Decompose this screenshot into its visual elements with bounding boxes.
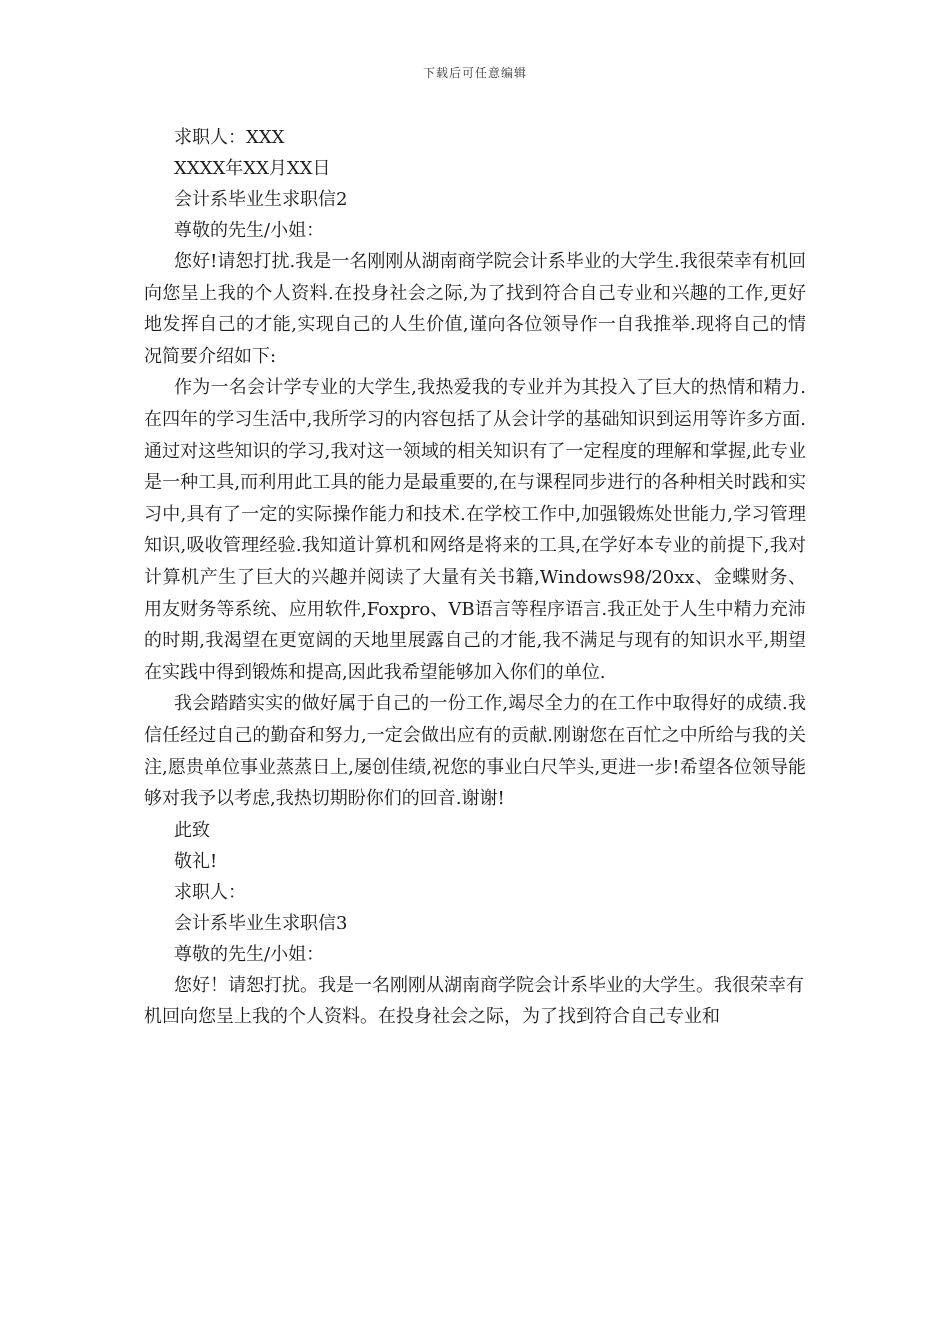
letter-title-2: 会计系毕业生求职信2 <box>174 189 348 210</box>
applicant-signature-line: 求职人： <box>174 881 246 903</box>
salutation-line: 尊敬的先生/小姐： <box>174 220 325 241</box>
paragraph-intro: 您好!请恕打扰.我是一名刚刚从湖南商学院会计系毕业的大学生.我很荣幸有机回向您呈上我的个人资料.在投身社会之际,为了找到符合自己专业和兴趣的工作,更好地发挥自己的才能,实现自己的人生价值,谨向各位领导作一自我推举.现将自己的情况简要介绍如下: <box>144 251 806 367</box>
applicant-line: 求职人：XXX <box>174 127 285 148</box>
paragraph-closing: 我会踏踏实实的做好属于自己的一份工作,竭尽全力的在工作中取得好的成绩.我信任经过自己的勤奋和努力,一定会做出应有的贡献.刚谢您在百忙之中所给与我的关注,愿贵单位事业蒸蒸日上,屡创佳绩,祝您的事业白尺竿头,更进一步!希望各位领导能够对我予以考虑,我热切期盼你们的回音.谢谢! <box>144 693 806 810</box>
paragraph-intro-3: 您好！请恕打扰。我是一名刚刚从湖南商学院会计系毕业的大学生。我很荣幸有机回向您呈上我的个人资料。在投身社会之际，为了找到符合自己专业和 <box>144 974 804 1028</box>
regards-line-2: 敬礼! <box>174 850 218 872</box>
salutation-line-3: 尊敬的先生/小姐： <box>174 943 325 965</box>
letter-title-3: 会计系毕业生求职信3 <box>174 912 348 934</box>
page-header-note: 下载后可任意编辑 <box>422 66 527 80</box>
document-body <box>144 122 806 1033</box>
date-line: XXXX年XX月XX日 <box>174 158 331 179</box>
paragraph-experience: 作为一名会计学专业的大学生,我热爱我的专业并为其投入了巨大的热情和精力.在四年的学习生活中,我所学习的内容包括了从会计学的基础知识到运用等许多方面.通过对这些知识的学习,我对这一领域的相关知识有了一定程度的理解和掌握,此专业是一种工具,而利用此工具的能力是最重要的,在与课程同步进行的各种相关时践和实习中,具有了一定的实际操作能力和技术.在学校工作中,加强锻炼处世能力,学习管理知识,吸收管理经验.我知道计算机和网络是将来的工具,在学好本专业的前提下,我对计算机产生了巨大的兴趣并阅读了大量有关书籍,Windows98/20xx、金蝶财务、用友财务等系统、应用软件,Foxpro、VB语言等程序语言.我正处于人生中精力充沛的时期,我渴望在更宽阔的天地里展露自己的才能,我不满足与现有的知识水平,期望在实践中得到锻炼和提高,因此我希望能够加入你们的单位. <box>144 377 806 683</box>
regards-line-1: 此致 <box>174 819 210 841</box>
